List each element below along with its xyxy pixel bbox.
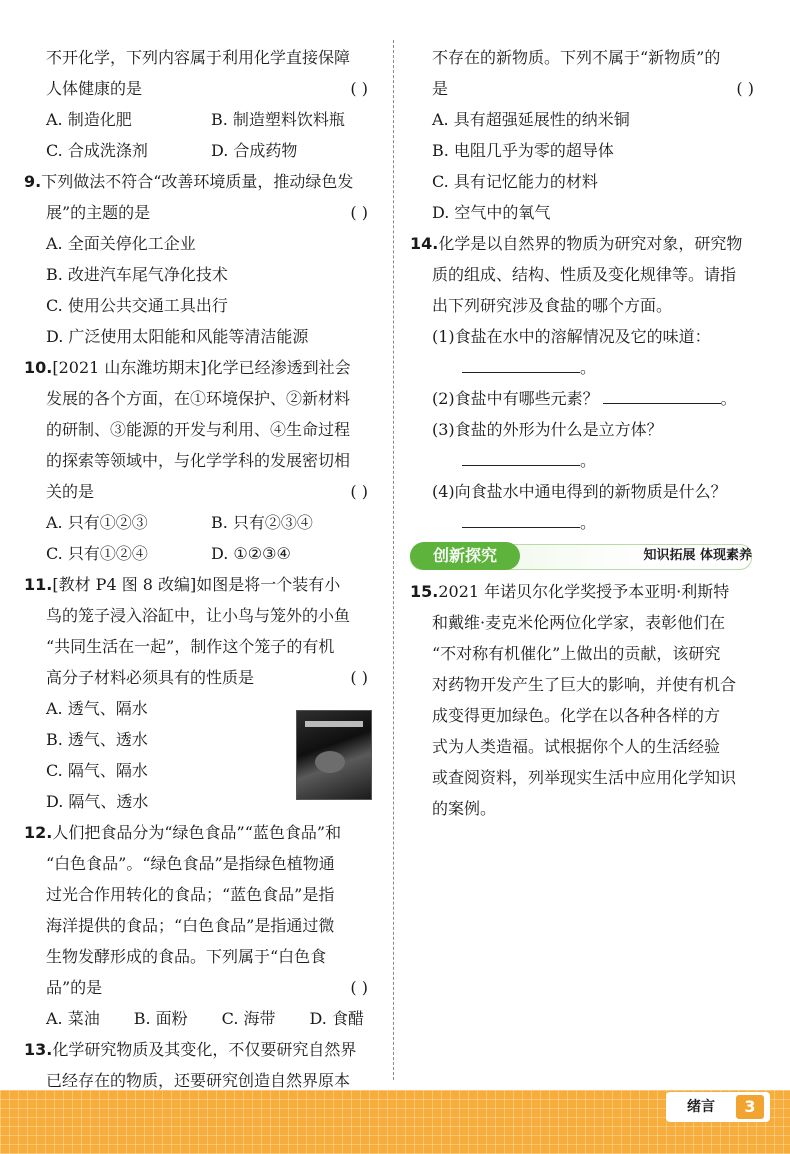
question-text-line: 9.下列做法不符合“改善环境质量，推动绿色发 [24, 172, 354, 191]
question-13 [24, 1034, 376, 1096]
question-text-line: 的案例。 [432, 799, 497, 818]
question-number: 13. [24, 1040, 53, 1059]
question-number: 14. [410, 234, 439, 253]
question-text-line: 鸟的笼子浸入浴缸中，让小鸟与笼外的小鱼 [46, 606, 351, 625]
question-text-line: 出下列研究涉及食盐的哪个方面。 [432, 296, 673, 315]
question-text-line: 是 ( ) [410, 73, 762, 104]
section-name: 绪言 [687, 1098, 715, 1115]
option-c[interactable]: C. 使用公共交通工具出行 [46, 296, 228, 315]
question-text-line: 质的组成、结构、性质及变化规律等。请指 [432, 265, 737, 284]
option-a[interactable]: A. 具有超强延展性的纳米铜 [432, 110, 630, 129]
question-text-line: 13.化学研究物质及其变化，不仅要研究自然界 [24, 1040, 357, 1059]
answer-line-1: 。 [410, 352, 762, 383]
blank-input[interactable] [603, 383, 721, 404]
blank-input[interactable] [462, 352, 580, 373]
option-d[interactable]: D. 空气中的氧气 [432, 203, 551, 222]
options-row [24, 104, 376, 135]
answer-parentheses[interactable]: ( ) [350, 978, 368, 997]
question-text-line: 11.[教材 P4 图 8 改编]如图是将一个装有小 [24, 575, 341, 594]
blank-input[interactable] [462, 507, 580, 528]
question-number: 9. [24, 172, 42, 191]
option-c[interactable]: C. 合成洗涤剂 [46, 141, 148, 160]
answer-parentheses[interactable]: ( ) [350, 79, 368, 98]
option-c[interactable]: C. 隔气、隔水 [46, 761, 148, 780]
subquestion-4: (4)向食盐水中通电得到的新物质是什么？ [432, 482, 727, 501]
question-text-line: “共同生活在一起”，制作这个笼子的有机 [46, 637, 335, 656]
option-d[interactable]: D. 隔气、透水 [46, 792, 149, 811]
options-row [24, 507, 376, 538]
answer-line-4: 。 [410, 507, 762, 538]
question-9 [24, 166, 376, 352]
question-number: 11. [24, 575, 53, 594]
question-text-line: 海洋提供的食品；“白色食品”是指通过微 [46, 916, 335, 935]
question-text-line: 高分子材料必须具有的性质是 ( ) [24, 662, 376, 693]
question-text-line: 对药物开发产生了巨大的影响，并使有机合 [432, 675, 737, 694]
options-row [24, 135, 376, 166]
option-a[interactable]: A. 制造化肥 [46, 110, 132, 129]
question-text-line: 12.人们把食品分为“绿色食品”“蓝色食品”和 [24, 823, 342, 842]
question-10 [24, 352, 376, 569]
blank-input[interactable] [462, 445, 580, 466]
answer-parentheses[interactable]: ( ) [350, 668, 368, 687]
option-d[interactable]: D. ①②③④ [211, 544, 291, 563]
question-14 [410, 228, 762, 538]
subquestion-2: (2)食盐中有哪些元素？ 。 [410, 383, 762, 414]
question-8-continued [24, 42, 376, 166]
question-13-continued [410, 42, 762, 228]
banner-subtitle: 知识拓展 体现素养 [643, 548, 752, 563]
question-text-line: 成变得更加绿色。化学在以各种各样的方 [432, 706, 721, 725]
options-row [24, 1003, 376, 1034]
question-text-line: 14.化学是以自然界的物质为研究对象，研究物 [410, 234, 743, 253]
question-text-line: 式为人类造福。试根据你个人的生活经验 [432, 737, 721, 756]
question-text-line: 和戴维·麦克米伦两位化学家，表彰他们在 [432, 613, 726, 632]
question-text-line: 品”的是 ( ) [24, 972, 376, 1003]
left-column [24, 42, 376, 1096]
option-d[interactable]: D. 食醋 [309, 1009, 364, 1028]
banner-tag: 创新探究 [410, 542, 520, 570]
options-row [24, 538, 376, 569]
option-d[interactable]: D. 广泛使用太阳能和风能等清洁能源 [46, 327, 309, 346]
column-divider [393, 40, 394, 1080]
option-b[interactable]: B. 改进汽车尾气净化技术 [46, 265, 228, 284]
question-15 [410, 576, 762, 824]
question-text-line: 已经存在的物质，还要研究创造自然界原本 [46, 1071, 351, 1090]
birdcage-bathtub-photo [296, 710, 372, 800]
question-number: 15. [410, 582, 439, 601]
option-a[interactable]: A. 全面关停化工企业 [46, 234, 196, 253]
subquestion-3: (3)食盐的外形为什么是立方体？ [432, 420, 663, 439]
question-text-line: 的探索等领域中，与化学学科的发展密切相 [46, 451, 351, 470]
question-number: 10. [24, 358, 53, 377]
answer-line-3: 。 [410, 445, 762, 476]
option-b[interactable]: B. 电阻几乎为零的超导体 [432, 141, 614, 160]
question-text-line: 过光合作用转化的食品；“蓝色食品”是指 [46, 885, 335, 904]
option-b[interactable]: B. 只有②③④ [211, 513, 313, 532]
answer-parentheses[interactable]: ( ) [350, 203, 368, 222]
option-c[interactable]: C. 具有记忆能力的材料 [432, 172, 598, 191]
question-text-line: 或查阅资料，列举现实生活中应用化学知识 [432, 768, 737, 787]
section-banner [410, 542, 762, 570]
page-number: 3 [736, 1095, 764, 1119]
option-b[interactable]: B. 制造塑料饮料瓶 [211, 110, 345, 129]
question-text-line: 不开化学，下列内容属于利用化学直接保障 [46, 48, 351, 67]
question-text-line: 人体健康的是 ( ) [24, 73, 376, 104]
question-text-line: 不存在的新物质。下列不属于“新物质”的 [432, 48, 721, 67]
option-c[interactable]: C. 海带 [221, 1009, 276, 1028]
option-b[interactable]: B. 面粉 [133, 1009, 188, 1028]
question-12 [24, 817, 376, 1034]
question-text-line: 的研制、③能源的开发与利用、④生命过程 [46, 420, 351, 439]
option-a[interactable]: A. 透气、隔水 [46, 699, 148, 718]
question-text-line: “白色食品”。“绿色食品”是指绿色植物通 [46, 854, 335, 873]
option-a[interactable]: A. 菜油 [46, 1009, 100, 1028]
option-d[interactable]: D. 合成药物 [211, 141, 298, 160]
answer-parentheses[interactable]: ( ) [736, 79, 754, 98]
question-text-line: 展”的主题的是 ( ) [24, 197, 376, 228]
question-number: 12. [24, 823, 53, 842]
right-column [410, 42, 762, 824]
option-b[interactable]: B. 透气、透水 [46, 730, 148, 749]
option-c[interactable]: C. 只有①②④ [46, 544, 148, 563]
question-text-line: 10.[2021 山东潍坊期末]化学已经渗透到社会 [24, 358, 351, 377]
answer-parentheses[interactable]: ( ) [350, 482, 368, 501]
subquestion-1: (1)食盐在水中的溶解情况及它的味道： [432, 327, 711, 346]
question-text-line: 关的是 ( ) [24, 476, 376, 507]
page-tab [666, 1092, 770, 1122]
question-text-line: 15.2021 年诺贝尔化学奖授予本亚明·利斯特 [410, 582, 730, 601]
option-a[interactable]: A. 只有①②③ [46, 513, 148, 532]
question-text-line: 生物发酵形成的食品。下列属于“白色食 [46, 947, 327, 966]
question-text-line: “不对称有机催化”上做出的贡献，该研究 [432, 644, 721, 663]
question-text-line: 发展的各个方面，在①环境保护、②新材料 [46, 389, 351, 408]
